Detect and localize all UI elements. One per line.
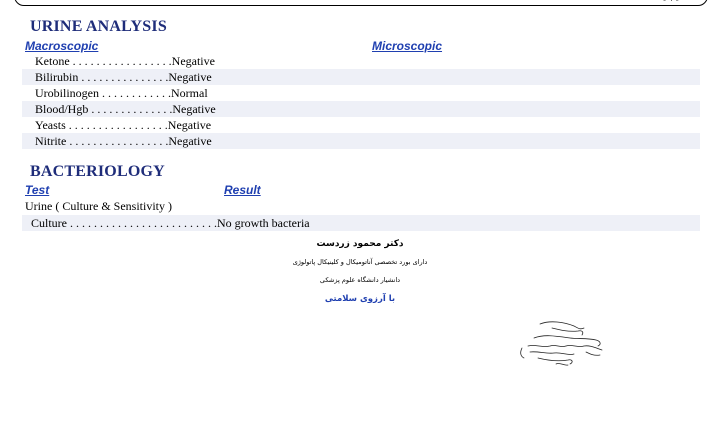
doctor-name: دکتر محمود زردست [316, 239, 404, 249]
closing-wish: با آرزوی سلامتی [324, 294, 396, 304]
doctor-position: دانشیار دانشگاه علوم پزشکی [319, 276, 401, 284]
signature-stamp [512, 318, 612, 370]
result-value: Negative [171, 54, 215, 68]
urine-analysis-title: URINE ANALYSIS [30, 18, 167, 35]
macroscopic-heading: Macroscopic [25, 39, 99, 53]
culture-value: No growth bacteria [217, 216, 310, 230]
result-label: Urobilinogen . . . . . . . . . . . .Normal [35, 86, 208, 100]
result-label: Bilirubin . . . . . . . . . . . . . . .Negative [35, 70, 212, 84]
bacteriology-title: BACTERIOLOGY [30, 163, 165, 180]
header-strip [14, 0, 708, 6]
result-value: Negative [168, 70, 212, 84]
result-value: Negative [168, 134, 212, 148]
urine-row-bilirubin [22, 69, 700, 85]
sample-type: Urine ( Culture & Sensitivity ) [25, 199, 172, 213]
result-label: Blood/Hgb . . . . . . . . . . . . . .Negative [35, 102, 216, 116]
urine-row-urobilinogen [22, 85, 700, 101]
culture-row [22, 215, 700, 231]
urine-row-yeasts [22, 117, 700, 133]
urine-row-blood-hgb [22, 101, 700, 117]
microscopic-heading: Microscopic [372, 39, 443, 53]
result-label: Yeasts . . . . . . . . . . . . . . . . .Negative [35, 118, 212, 132]
result-value: Negative [172, 102, 216, 116]
urine-row-nitrite [22, 133, 700, 149]
doctor-board: دارای بورد تخصصی آناتومیکال و کلینیکال پاتولوژی [292, 258, 428, 266]
result-value: Normal [171, 86, 208, 100]
result-label: Nitrite . . . . . . . . . . . . . . . . .Negative [35, 134, 212, 148]
result-value: Negative [167, 118, 212, 132]
test-heading: Test [25, 183, 50, 197]
header-strip-text [625, 0, 699, 1]
culture-label: Culture . . . . . . . . . . . . . . . . . . . . . . . . .No growth bacteria [31, 216, 310, 230]
result-heading: Result [224, 183, 261, 197]
urine-row-ketone [22, 53, 700, 69]
result-label: Ketone . . . . . . . . . . . . . . . . .Negative [35, 54, 215, 68]
